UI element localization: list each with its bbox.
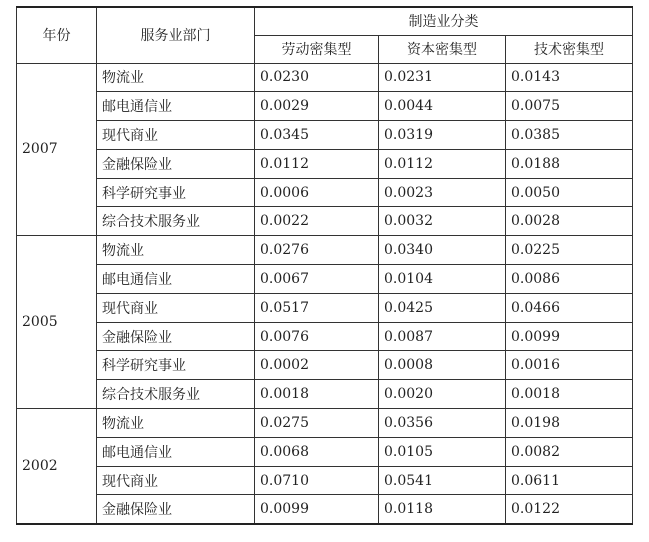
header-group: 制造业分类 (255, 7, 633, 35)
value-cell: 0.0104 (379, 265, 506, 294)
value-cell: 0.0022 (255, 207, 379, 236)
sector-cell: 科学研究事业 (97, 351, 255, 380)
table-row (17, 437, 633, 466)
value-cell: 0.0099 (506, 322, 633, 351)
table-body (17, 63, 633, 524)
sector-cell: 金融保险业 (97, 495, 255, 524)
year-cell: 2002 (17, 409, 97, 524)
header-col-tech: 技术密集型 (506, 35, 633, 63)
table-row (17, 92, 633, 121)
sector-cell: 物流业 (97, 236, 255, 265)
header-col-labor: 劳动密集型 (255, 35, 379, 63)
sector-cell: 物流业 (97, 409, 255, 438)
value-cell: 0.0075 (506, 92, 633, 121)
value-cell: 0.0086 (506, 265, 633, 294)
value-cell: 0.0122 (506, 495, 633, 524)
data-table (16, 6, 633, 525)
value-cell: 0.0345 (255, 121, 379, 150)
sector-cell: 综合技术服务业 (97, 380, 255, 409)
value-cell: 0.0188 (506, 149, 633, 178)
year-cell: 2005 (17, 236, 97, 409)
value-cell: 0.0112 (379, 149, 506, 178)
value-cell: 0.0018 (506, 380, 633, 409)
table-row (17, 409, 633, 438)
value-cell: 0.0029 (255, 92, 379, 121)
sector-cell: 金融保险业 (97, 149, 255, 178)
table-row (17, 63, 633, 92)
value-cell: 0.0425 (379, 293, 506, 322)
value-cell: 0.0067 (255, 265, 379, 294)
table-row (17, 495, 633, 524)
sector-cell: 金融保险业 (97, 322, 255, 351)
value-cell: 0.0018 (255, 380, 379, 409)
value-cell: 0.0276 (255, 236, 379, 265)
value-cell: 0.0008 (379, 351, 506, 380)
sector-cell: 综合技术服务业 (97, 207, 255, 236)
sector-cell: 物流业 (97, 63, 255, 92)
value-cell: 0.0143 (506, 63, 633, 92)
table-row (17, 207, 633, 236)
table-row (17, 380, 633, 409)
value-cell: 0.0020 (379, 380, 506, 409)
header-year: 年份 (17, 7, 97, 63)
value-cell: 0.0016 (506, 351, 633, 380)
value-cell: 0.0050 (506, 178, 633, 207)
value-cell: 0.0006 (255, 178, 379, 207)
sector-cell: 现代商业 (97, 293, 255, 322)
value-cell: 0.0087 (379, 322, 506, 351)
table-row (17, 178, 633, 207)
sector-cell: 邮电通信业 (97, 265, 255, 294)
value-cell: 0.0517 (255, 293, 379, 322)
table-row (17, 293, 633, 322)
sector-cell: 邮电通信业 (97, 92, 255, 121)
value-cell: 0.0002 (255, 351, 379, 380)
value-cell: 0.0356 (379, 409, 506, 438)
value-cell: 0.0466 (506, 293, 633, 322)
value-cell: 0.0230 (255, 63, 379, 92)
value-cell: 0.0231 (379, 63, 506, 92)
value-cell: 0.0032 (379, 207, 506, 236)
table-row (17, 322, 633, 351)
value-cell: 0.0099 (255, 495, 379, 524)
sector-cell: 现代商业 (97, 121, 255, 150)
table-row (17, 265, 633, 294)
table-row (17, 466, 633, 495)
table-row (17, 236, 633, 265)
value-cell: 0.0198 (506, 409, 633, 438)
value-cell: 0.0541 (379, 466, 506, 495)
sector-cell: 邮电通信业 (97, 437, 255, 466)
year-cell: 2007 (17, 63, 97, 236)
value-cell: 0.0319 (379, 121, 506, 150)
table-row (17, 149, 633, 178)
value-cell: 0.0082 (506, 437, 633, 466)
value-cell: 0.0340 (379, 236, 506, 265)
value-cell: 0.0023 (379, 178, 506, 207)
value-cell: 0.0275 (255, 409, 379, 438)
value-cell: 0.0710 (255, 466, 379, 495)
value-cell: 0.0225 (506, 236, 633, 265)
value-cell: 0.0105 (379, 437, 506, 466)
value-cell: 0.0028 (506, 207, 633, 236)
table-row (17, 121, 633, 150)
header-col-capital: 资本密集型 (379, 35, 506, 63)
table-row (17, 351, 633, 380)
value-cell: 0.0076 (255, 322, 379, 351)
value-cell: 0.0118 (379, 495, 506, 524)
value-cell: 0.0385 (506, 121, 633, 150)
value-cell: 0.0112 (255, 149, 379, 178)
sector-cell: 科学研究事业 (97, 178, 255, 207)
value-cell: 0.0611 (506, 466, 633, 495)
value-cell: 0.0044 (379, 92, 506, 121)
header-sector: 服务业部门 (97, 7, 255, 63)
sector-cell: 现代商业 (97, 466, 255, 495)
value-cell: 0.0068 (255, 437, 379, 466)
